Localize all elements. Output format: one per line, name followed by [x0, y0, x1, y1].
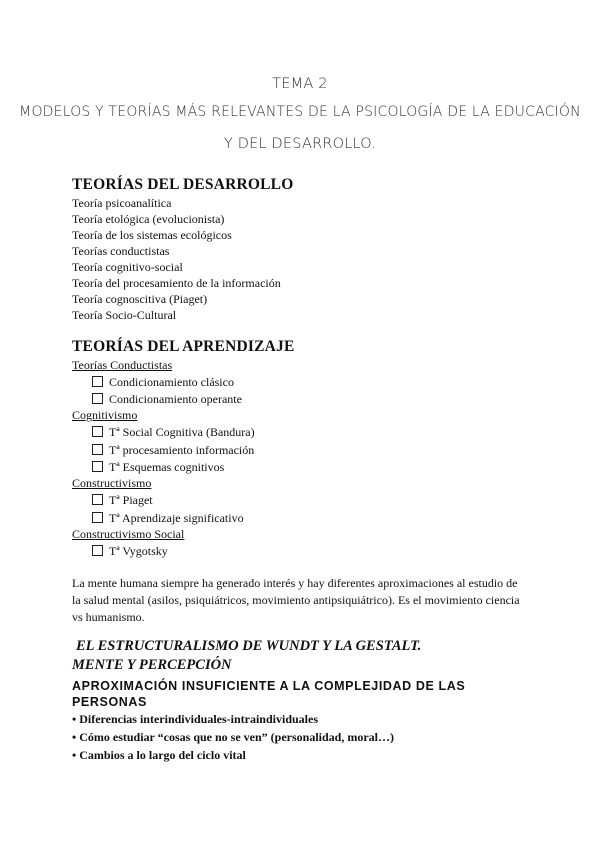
desarrollo-heading: TEORÍAS DEL DESARROLLO — [72, 176, 294, 193]
paragraph-line: la salud mental (asilos, psiquiátricos, movimiento antipsiquiátrico). Es el movimiento ciencia — [72, 593, 520, 607]
group-label-conductistas: Teorías Conductistas — [72, 358, 173, 372]
list-item: Teoría psicoanalítica — [72, 196, 172, 210]
checkbox-icon[interactable] — [92, 444, 103, 455]
checkbox-icon[interactable] — [92, 512, 103, 523]
list-item: Teoría de los sistemas ecológicos — [72, 228, 232, 242]
section-title-1: EL ESTRUCTURALISMO DE WUNDT Y LA GESTALT. — [76, 638, 422, 654]
checkbox-icon[interactable] — [92, 426, 103, 437]
list-item: Teoría del procesamiento de la información — [72, 276, 281, 290]
checklist-item: Tª procesamiento información — [92, 442, 254, 458]
checkbox-icon[interactable] — [92, 376, 103, 387]
list-item: Teoría cognitivo-social — [72, 260, 183, 274]
topic-title-line-1: MODELOS Y TEORÍAS MÁS RELEVANTES DE LA PSICOLOGÍA DE LA EDUCACIÓN — [19, 104, 581, 120]
paragraph-line: vs humanismo. — [72, 610, 145, 624]
group-label-constructivismo-social: Constructivismo Social — [72, 527, 185, 541]
checkbox-icon[interactable] — [92, 461, 103, 472]
checklist-item: Tª Piaget — [92, 492, 153, 508]
checkbox-icon[interactable] — [92, 393, 103, 404]
list-item: Teoría Socio-Cultural — [72, 308, 177, 322]
topic-number: TEMA 2 — [272, 76, 328, 92]
bullet-item: • Cambios a lo largo del ciclo vital — [72, 748, 246, 762]
checklist-item: Condicionamiento operante — [92, 391, 242, 407]
checklist-item: Tª Esquemas cognitivos — [92, 459, 224, 475]
topic-title-line-2: Y DEL DESARROLLO. — [223, 136, 377, 152]
aprendizaje-heading: TEORÍAS DEL APRENDIZAJE — [72, 338, 295, 355]
bullet-item: • Diferencias interindividuales-intraindividuales — [72, 712, 318, 726]
checklist-item: Tª Vygotsky — [92, 543, 168, 559]
bullet-item: • Cómo estudiar “cosas que no se ven” (personalidad, moral…) — [72, 730, 394, 744]
checklist-item: Tª Social Cognitiva (Bandura) — [92, 424, 255, 440]
checklist-item: Tª Aprendizaje significativo — [92, 510, 244, 526]
paragraph-line: La mente humana siempre ha generado interés y hay diferentes aproximaciones al estudio de — [72, 576, 518, 590]
list-item: Teoría etológica (evolucionista) — [72, 212, 225, 226]
checkbox-icon[interactable] — [92, 545, 103, 556]
checkbox-icon[interactable] — [92, 494, 103, 505]
group-label-constructivismo: Constructivismo — [72, 476, 152, 490]
group-label-cognitivismo: Cognitivismo — [72, 408, 138, 422]
section-title-2: MENTE Y PERCEPCIÓN — [72, 657, 232, 673]
checklist-item: Condicionamiento clásico — [92, 374, 234, 390]
section-subheading: APROXIMACIÓN INSUFICIENTE A LA COMPLEJIDAD DE LAS PERSONAS — [72, 679, 466, 709]
list-item: Teorías conductistas — [72, 244, 170, 258]
list-item: Teoría cognoscitiva (Piaget) — [72, 292, 208, 306]
